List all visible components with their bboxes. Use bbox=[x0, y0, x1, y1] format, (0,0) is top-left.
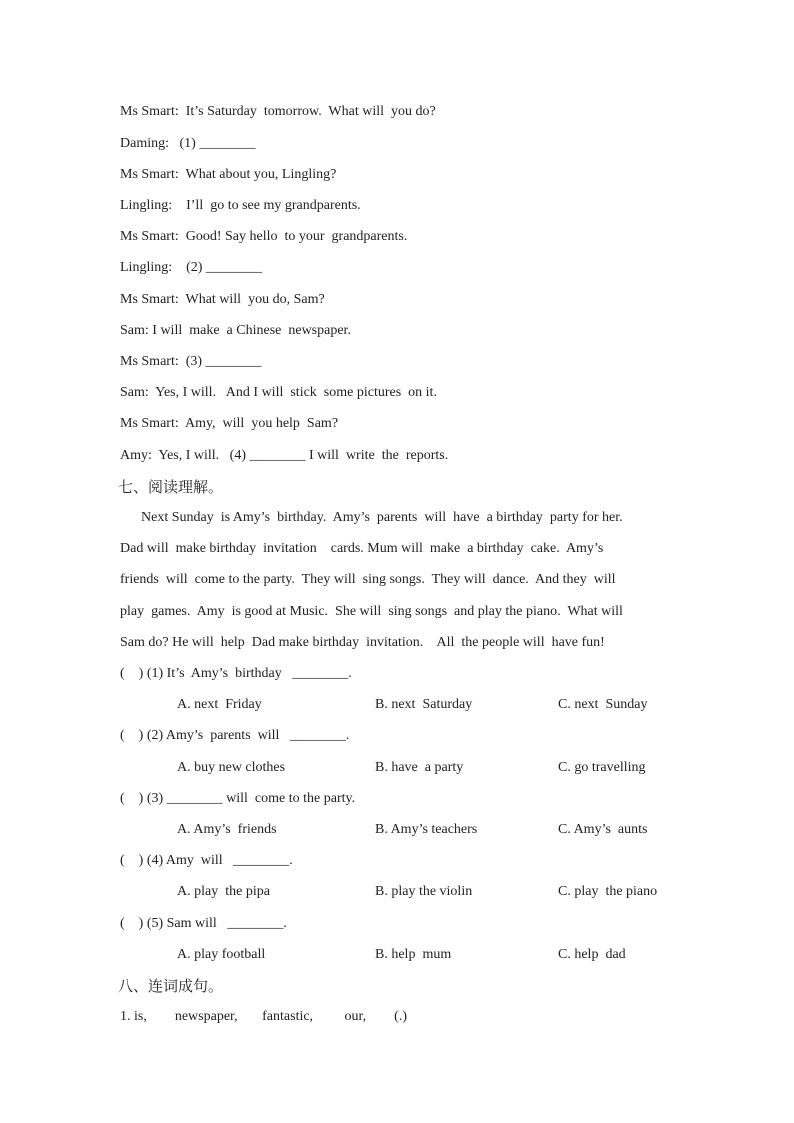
dialogue-line: Ms Smart: (3) ________ bbox=[120, 354, 262, 369]
question-stem: ( ) (3) ________ will come to the party. bbox=[120, 791, 356, 806]
passage-line: friends will come to the party. They will sing songs. They will dance. And they will bbox=[120, 572, 616, 587]
passage-line: Next Sunday is Amy’s birthday. Amy’s parents will have a birthday party for her. bbox=[120, 510, 623, 525]
question-stem: ( ) (1) It’s Amy’s birthday ________. bbox=[120, 666, 352, 681]
question-stem: ( ) (2) Amy’s parents will ________. bbox=[120, 728, 350, 743]
option-c: C. go travelling bbox=[558, 760, 646, 775]
option-b: B. have a party bbox=[375, 760, 464, 775]
option-b: B. Amy’s teachers bbox=[375, 822, 478, 837]
question-stem: ( ) (5) Sam will ________. bbox=[120, 916, 287, 931]
option-c: C. Amy’s aunts bbox=[558, 822, 648, 837]
sentence-item: 1. is, newspaper, fantastic, our, (.) bbox=[120, 1009, 407, 1024]
dialogue-line: Ms Smart: Amy, will you help Sam? bbox=[120, 416, 339, 431]
dialogue-line: Ms Smart: It’s Saturday tomorrow. What will you do? bbox=[120, 104, 436, 119]
option-c: C. help dad bbox=[558, 947, 626, 962]
option-a: A. next Friday bbox=[177, 697, 262, 712]
option-c: C. next Sunday bbox=[558, 697, 648, 712]
option-b: B. play the violin bbox=[375, 884, 473, 899]
question-stem: ( ) (4) Amy will ________. bbox=[120, 853, 293, 868]
dialogue-line: Ms Smart: What about you, Lingling? bbox=[120, 167, 337, 182]
option-a: A. buy new clothes bbox=[177, 760, 286, 775]
dialogue-line: Ms Smart: Good! Say hello to your grandparents. bbox=[120, 229, 408, 244]
option-a: A. play the pipa bbox=[177, 884, 270, 899]
dialogue-line: Sam: Yes, I will. And I will stick some pictures on it. bbox=[120, 385, 437, 400]
dialogue-line: Lingling: I’ll go to see my grandparents. bbox=[120, 198, 361, 213]
section-8-heading: 八、连词成句。 bbox=[118, 977, 224, 995]
dialogue-line: Ms Smart: What will you do, Sam? bbox=[120, 292, 325, 307]
option-a: A. play football bbox=[177, 947, 266, 962]
dialogue-line: Sam: I will make a Chinese newspaper. bbox=[120, 323, 351, 338]
passage-line: play games. Amy is good at Music. She will sing songs and play the piano. What will bbox=[120, 604, 623, 619]
option-c: C. play the piano bbox=[558, 884, 658, 899]
section-7-heading: 七、阅读理解。 bbox=[118, 478, 224, 496]
dialogue-line: Lingling: (2) ________ bbox=[120, 260, 262, 275]
passage-line: Dad will make birthday invitation cards. Mum will make a birthday cake. Amy’s bbox=[120, 541, 604, 556]
dialogue-line: Daming: (1) ________ bbox=[120, 136, 256, 151]
dialogue-line: Amy: Yes, I will. (4) ________ I will write the reports. bbox=[120, 448, 449, 463]
option-b: B. next Saturday bbox=[375, 697, 473, 712]
option-a: A. Amy’s friends bbox=[177, 822, 277, 837]
passage-line: Sam do? He will help Dad make birthday invitation. All the people will have fun! bbox=[120, 635, 605, 650]
option-b: B. help mum bbox=[375, 947, 452, 962]
